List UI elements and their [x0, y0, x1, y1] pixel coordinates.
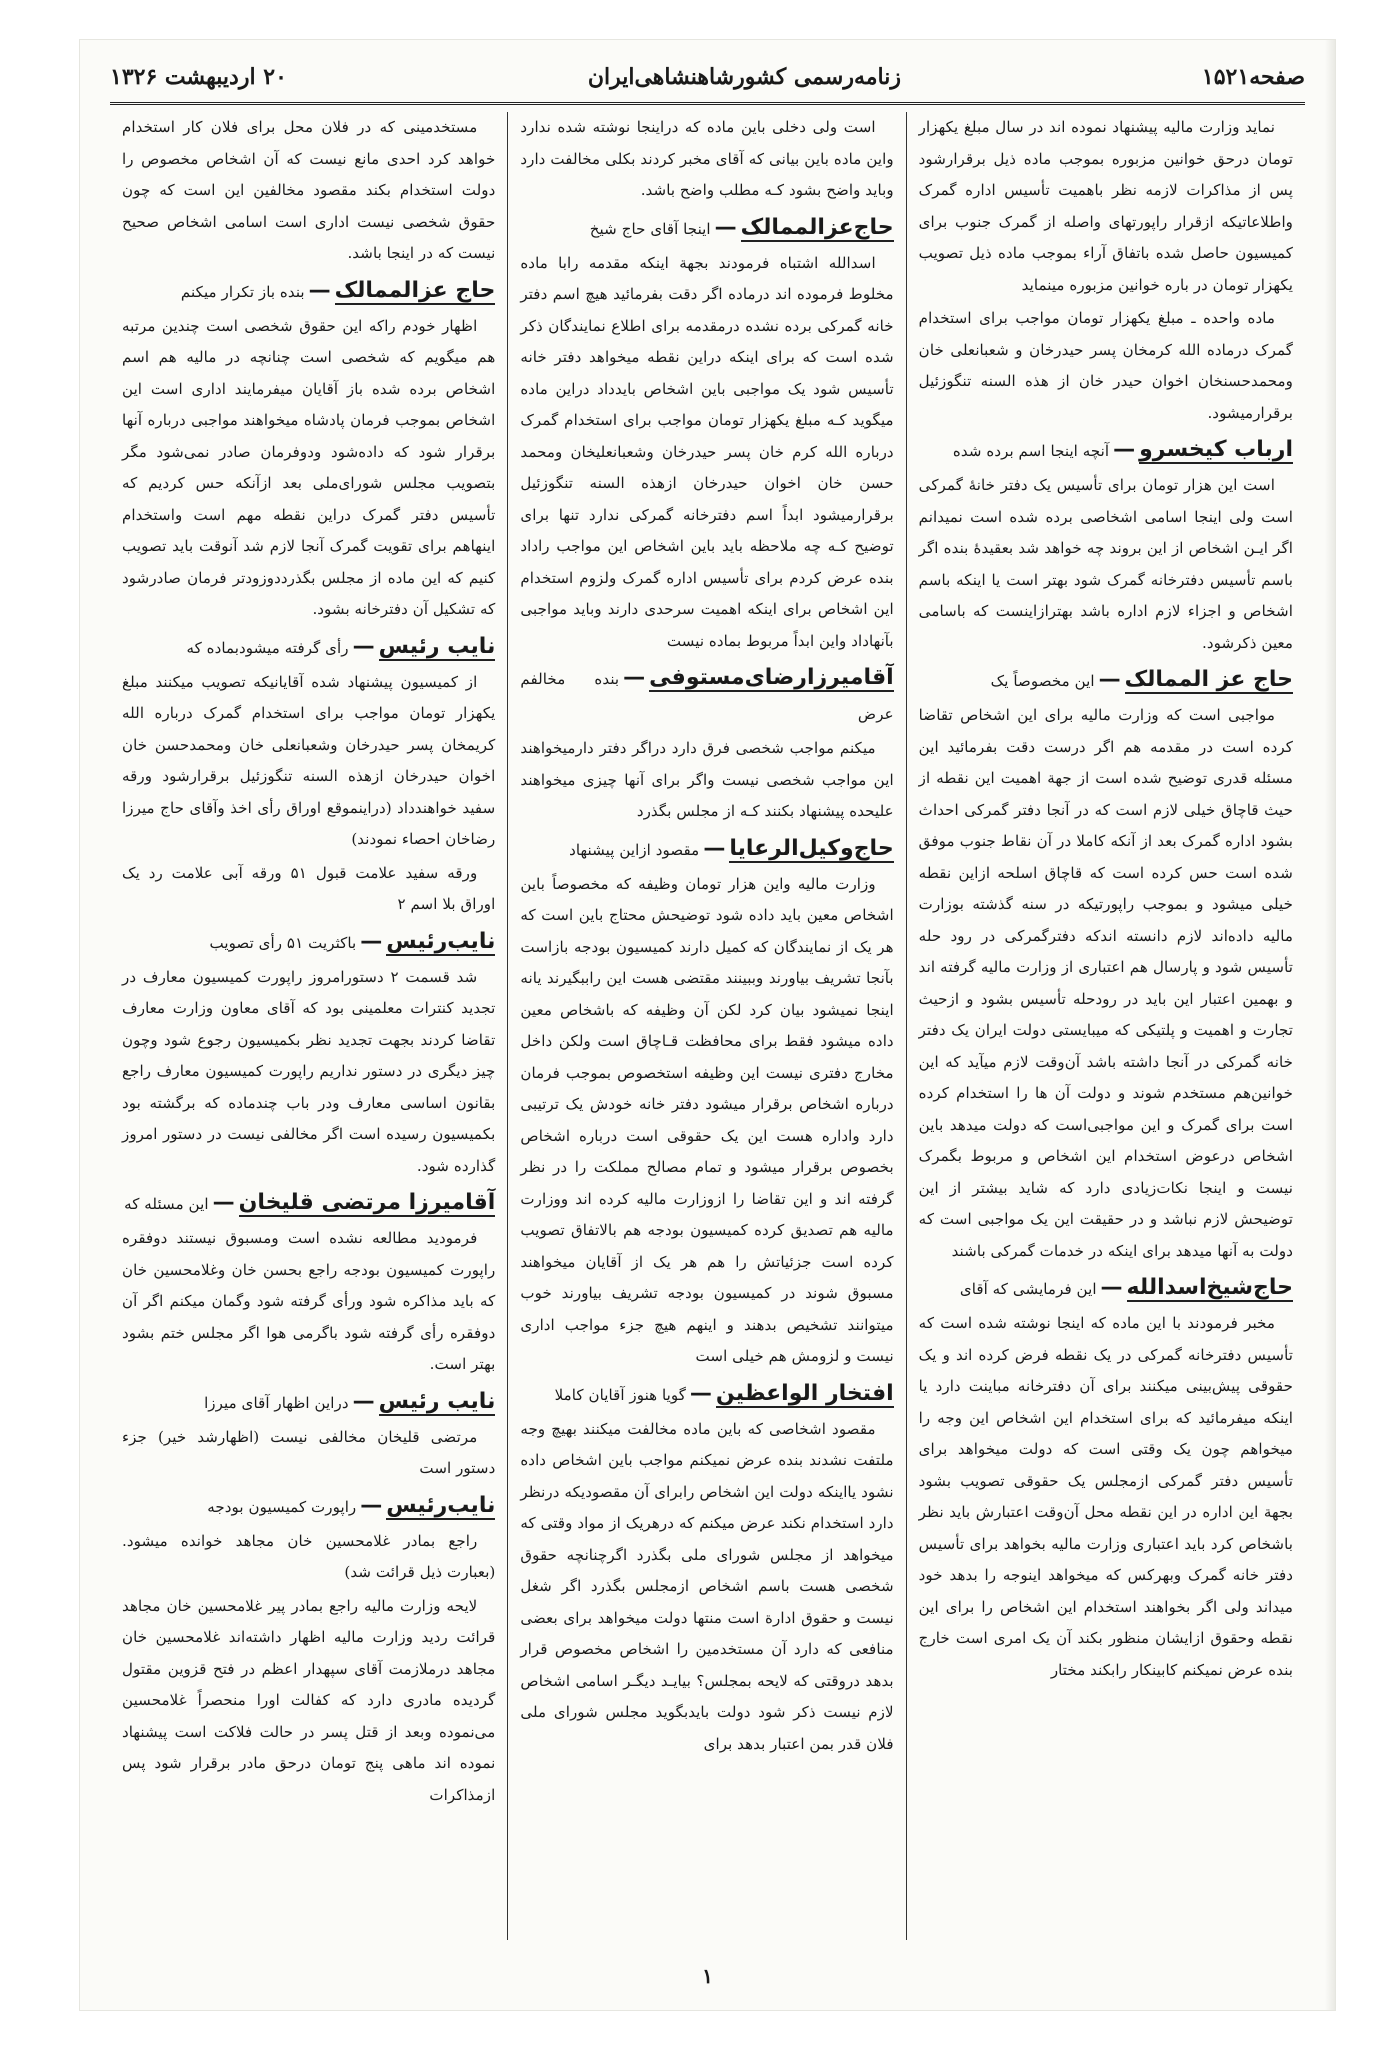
speaker-line: [122, 1385, 495, 1420]
speaker-dash: —: [360, 1492, 383, 1518]
speaker-line: [520, 832, 893, 867]
speaker-dash: —: [714, 214, 737, 240]
paragraph: ورقه سفید علامت قبول ۵۱ ورقه آبی علامت رد یک اوراق بلا اسم ۲: [122, 863, 496, 913]
speaker-name: حاج عز الممالک: [1124, 667, 1293, 692]
paragraph: مستخدمینی که در فلان محل برای فلان کار استخدام خواهد کرد احدی مانع نیست که آن اشخاص مخصوص را دولت استخدام بکند مقصود مخالفین این است که چون حقوق شخصی نیست اداری است اسامی اشخاص صحیح نیست که در اینجا باشد.: [122, 118, 496, 262]
paragraph: نماید وزارت مالیه پیشنهاد نموده اند در سال مبلغ یکهزار تومان درحق خوانین مزبوره بموجب ماده ذیل برقرارشود پس از مذاکرات لازمه نظر باهمیت تأسیس اداره گمرک واطلاعاتیکه ازقرار راپورتهای واصله از گمرک جنوب برای کمیسیون حاصل شده باتفاق آراء بموجب ماده ذیل تصویب یکهزار تومان در باره خوانین مزبوره مینماید: [918, 118, 1293, 294]
folio-number: ۱: [702, 1964, 713, 1988]
paragraph: راجع بمادر غلامحسین خان مجاهد خوانده میشود. (بعبارت ذیل قرائت شد): [122, 1531, 496, 1581]
speaker-dash: —: [360, 928, 383, 954]
speech-lead: اینجا آقای حاج شیخ: [589, 219, 711, 238]
issue-date: ۲۰ اردیبهشت ۱۳۲۶: [110, 64, 287, 90]
page-edge-shadow: [1325, 40, 1335, 2010]
speaker-line: [122, 1186, 495, 1221]
speaker-dash: —: [212, 1190, 235, 1215]
columns: [110, 112, 1305, 1940]
paragraph: اظهار خودم راکه این حقوق شخصی است چندین مرتبه هم میگویم که شخصی است چنانچه در مالیه هم اسم اشخاص برده شده باز آقایان میفرمایند اداری است این اشخاص بموجب فرمان پادشاه میخواهند مواجبی درباره آنها برقرار شود که داده‌شود ودوفرمان صادر نمی‌شود مگر بتصویب مجلس شورای‌ملی بعد ازآنکه حس کردیم که تأسیس دفتر گمرک دراین نقطه مهم است واستخدام اینهاهم برای تقویت گمرک آنجا لازم شد آنوقت باید تصویب کنیم که این ماده از مجلس بگذرددوزودتر فرمان صادرشود که تشکیل آن دفترخانه بشود.: [122, 316, 496, 618]
speaker-name: نایب‌رئیس: [386, 928, 496, 954]
speech-lead: بنده باز تکرار میکنم: [180, 282, 305, 301]
speaker-line: [122, 630, 495, 665]
speaker-name: حاج‌وکیل‌الرعایا: [729, 835, 894, 861]
speaker-dash: —: [1100, 1275, 1123, 1300]
speaker-dash: —: [352, 633, 375, 659]
speech-lead: رأی گرفته میشودبماده که: [186, 638, 349, 657]
speech-lead: این فرمایشی که آقای: [959, 1280, 1097, 1298]
gazette-page: [80, 40, 1335, 2010]
paragraph: مواجبی است که وزارت مالیه برای این اشخاص تقاضا کرده است در مقدمه هم اگر درست دقت بفرمائید این مسئله قدری توضیح شده است از جهة اهمیت این نقطه از حیث قاچاق خیلی لازم است که در آنجا دفتر گمرکی احداث بشود اداره گمرک بعد از آنکه کاملا در آن نقاط جنوب موفق شده است حس کرده است که قاچاق اسلحه ازاین نقطه خیلی میشود و بموجب راپورتیکه در سنه گذشته بوزارت مالیه داده‌اند لازم دانسته اندکه دفترگمرکی در رود حله تأسیس شود و پارسال هم اعتباری از وزارت مالیه گرفته اند و بهمین اعتبار این باید در رودحله تأسیس بشود و ازحیث تجارت و اهمیت و پلتیکی که میبایستی دولت ایران یک دفتر خانه گمرکی در آنجا داشته باشد آن‌وقت لازم میآید که این خوانین‌هم مستخدم شوند و دولت آن ها را استخدام کرده است برای گمرک و این مواجبی‌است که دولت میدهد باین اشخاص درعوض استخدام این اشخاص و مربوط بگمرک نیست و اینجا نکات‌زیادی دارد که شاید بیشتر از این توضیحش لازم نباشد و در حقیقت این یک مواجبی است که دولت به آنها میدهد برای اینکه در خدمات گمرکی باشند: [918, 706, 1293, 1260]
speaker-dash: —: [308, 277, 331, 303]
column-left: [110, 112, 508, 1940]
speaker-name: حاج‌عزالممالک: [740, 214, 894, 240]
speaker-name: ارباب کیخسرو: [1139, 437, 1293, 462]
paragraph: است ولی دخلی باین ماده که دراینجا نوشته شده ندارد واین ماده باین بیانی که آقای مخبر کردند بکلی مخالفت دارد وباید واضح بشود کـه مطلب واضح باشد.: [520, 118, 894, 199]
speech-lead: آنچه اینجا اسم برده شده: [952, 442, 1110, 460]
speaker-line: [520, 211, 893, 246]
column-right: [907, 112, 1305, 1940]
speaker-name: آقامیرزا مرتضی قلیخان: [238, 1190, 496, 1215]
page-header: [110, 52, 1305, 105]
paragraph: مخبر فرمودند با این ماده که اینجا نوشته شده است که تأسیس دفترخانه گمرکی در یک نقطه فرض کرده اند و یک حقوقی پیش‌بینی میکنند برای آن دفترخانه مباینت دارد یا اینکه میفرمائید که برای استخدام این اشخاص این وجه را میخواهم چون یک وقتی است که دولت میخواهد برای تأسیس دفتر گمرکی ازمجلس یک حقوقی تصویب بشود بجهة این اداره در این نقطه محل آن‌وقت اعتبارش باید نظر باشخاص کرد باید اعتباری وزارت مالیه بخواهد برای تأسیس دفتر خانه گمرک وبهرکس که میخواهد اینوجه را بدهد خود میداند ولی اگر بخواهند استخدام این اشخاص را برای این نقطه وحقوق ازایشان منظور بکند آن یک امری است خارج بنده عرض نمیکنم کابینکار رابکند مختار: [918, 1314, 1293, 1679]
speech-lead: دراین اظهار آقای میرزا: [204, 1393, 349, 1412]
speaker-line: [919, 1271, 1293, 1306]
paragraph: است این هزار تومان برای تأسیس یک دفتر خانهٔ گمرکی است ولی اینجا اسامی اشخاصی برده شده است نمیدانم اگر ایـن اشخاص از این بروند چه خواهد شد بعقیدهٔ بنده اگر باسم تأسیس دفترخانه گمرک شود بهتر است یا اینکه باسم اشخاص و اجزاء لازم اداره باشد بهترازاینست که باسامی معین ذکرشود.: [918, 476, 1293, 652]
speaker-name: نایب‌رئیس: [386, 1492, 496, 1518]
speech-lead: این مخصوصاً یک: [990, 672, 1095, 690]
speaker-name: حاج عزالممالک: [334, 277, 496, 303]
speaker-line: [520, 1377, 893, 1412]
speech-lead: بنده مخالفم عرض: [520, 670, 894, 723]
paragraph: ماده واحده ـ مبلغ یکهزار تومان مواجب برای استخدام گمرک درماده الله کرمخان پسر حیدرخان و شعبانعلی خان ومحمدحسنخان اخوان حیدر خان از هذه السنه تنگوزئیل برقرارمیشود.: [918, 309, 1293, 422]
speech-lead: باکثریت ۵۱ رأی تصویب: [209, 933, 357, 952]
speech-lead: گویا هنوز آقایان کاملا: [554, 1385, 686, 1404]
paragraph: فرمودید مطالعه نشده است ومسبوق نیستند دوفقره راپورت کمیسیون بودجه راجع بحسن خان وغلامحسین خان که باید مذاکره شود ورأی گرفته شود وگمان میکنم اگر آن دوفقره رأی گرفته شود باگرمی هوا اگر مجلس ختم بشود بهتر است.: [122, 1229, 496, 1373]
speaker-dash: —: [703, 835, 726, 861]
paragraph: لایحه وزارت مالیه راجع بمادر پیر غلامحسین خان مجاهد قرائت ردید وزارت مالیه اظهار داشته‌اند غلامحسین خان مجاهد درملازمت آقای سپهدار اعظم در فتح قزوین مقتول گردیده مادری دارد که کفالت اورا منحصراً غلامحسین می‌نموده وبعد از قتل پسر در حالت فلاکت است پیشنهاد نموده اند ماهی پنج تومان درحق مادر برقرار شود پس ازمذاکرات: [122, 1596, 496, 1804]
speaker-line: [122, 1489, 495, 1524]
speaker-name: نایب رئیس: [378, 633, 496, 659]
speaker-name: نایب رئیس: [378, 1388, 496, 1414]
speech-lead: این مسئله که: [124, 1195, 209, 1213]
speaker-name: آقامیرزارضای‌مستوفی: [649, 665, 894, 690]
paragraph: اسدالله اشتباه فرمودند بجهة اینکه مقدمه رابا ماده مخلوط فرموده اند درماده اگر دقت بفرمائید هیچ اسم دفتر خانه گمرکی برده نشده درمقدمه برای اطلاع نمایندگان ذکر شده است که برای اینکه دراین نقطه میخواهد دفتر خانه تأسیس شود یک مواجبی باین اشخاص بایدداد دراین ماده میگوید کـه مبلغ یکهزار تومان مواجب برای استخدام گمرک درباره الله کرم خان پسر حیدرخان وشعبانعلیخان ومحمد حسن خان اخوان حیدرخان ازهذه السنه تنگوزئیل برقرارمیشود ابداً اسم دفترخانه گمرکی ندارد تنها برای توضیح کـه چه ملاحظه باید باین اشخاص این مواجب راداد بنده عرض کردم برای تأسیس اداره گمرک ولزوم استخدام این اشخاص برای اینکه اهمیت سرحدی دارند وباید مواجبی بآنهاداد واین ابداً مربوط بماده نیست: [520, 253, 894, 650]
paragraph: شد قسمت ۲ دستورامروز راپورت کمیسیون معارف در تجدید کنترات معلمینی بود که آقای معاون وزارت معارف تقاضا کردند بجهت تجدید نظر بکمیسیون رجوع شود وچون چیز دیگری در دستور نداریم راپورت کمیسیون معارف راجع بقانون اساسی معارف ودر باب چندماده که برگشته بود بکمیسیون رسیده است اگر مخالفی نیست در دستور امروز گذارده شود.: [122, 967, 496, 1175]
speaker-dash: —: [1098, 667, 1121, 692]
paragraph: از کمیسیون پیشنهاد شده آقایانیکه تصویب میکنند مبلغ یکهزار تومان مواجب برای استخدام گمرک درباره الله کریمخان پسر حیدرخان وشعبانعلی خان ومحمدحسن خان اخوان حیدرخان ازهذه السنه تنگوزئیل برقرارشود ورقه سفید خواهندداد (دراینموقع اوراق رأی اخذ وآقای حاج میرزا رضاخان احصاء نمودند): [122, 672, 496, 848]
speaker-line: [122, 274, 495, 309]
speaker-dash: —: [352, 1388, 375, 1414]
paragraph: مقصود اشخاصی که باین ماده مخالفت میکنند بهیچ وجه ملتفت نشدند بنده عرض نمیکنم مواجب باین اشخاص داده نشود یااینکه دولت این اشخاص رابرای آن مقصودیکه درنظر دارد استخدام نکند عرض میکنم که درهریک از مواد وقتی که میخواهد از مجلس شورای ملی بگذرد اگرچنانچه حقوق شخصی هست باسم اشخاص ازمجلس بگذرد اگر شغل نیست و حقوق ادارة است منتها دولت میخواهد برای بعضی منافعی که دارد آن مستخدمین را اشخاص مخصوص قرار بدهد دروقتی که لایحه بمجلس؟ بیایـد دیگـر اسامی اشخاص لازم نیست ذکر شود دولت بایدبگوید مجلس شورای ملی فلان قدر بمن اعتبار بدهد برای: [520, 1419, 894, 1753]
speaker-line: [520, 661, 893, 731]
speaker-dash: —: [1113, 437, 1136, 462]
gazette-title: زنامه‌رسمی کشورشاهنشاهی‌ایران: [587, 64, 901, 90]
speaker-dash: —: [689, 1380, 712, 1406]
speaker-dash: —: [623, 665, 646, 690]
page-number: صفحه۱۵۲۱: [1201, 64, 1305, 90]
speech-lead: راپورت کمیسیون بودجه: [207, 1497, 357, 1516]
speaker-line: [919, 663, 1293, 698]
speech-lead: مقصود ازاین پیشنهاد: [569, 840, 700, 859]
paragraph: وزارت مالیه واین هزار تومان وظیفه که مخصوصاً باین اشخاص معین باید داده شود توضیحش محتاج باین است که هر یک از نمایندگان که کمیل دارند کمیسیون بودجه بازاست بآنجا تشریف بیاورند وببینند مقتضی هست این راببگیرند یانه اینجا نمیشود بیان کرد لکن آن وظیفه که باشخاص معین داده میشود فقط برای محافظت قـاچاق است ولکن داخل مخارج دفتری نیست این وظیفه استخصوص بموجب فرمان درباره اشخاص برقرار میشود دفتر خانه خودش یک ترتیبی دارد واداره هست این یک حقوقی است درباره اشخاص بخصوص برقرار میشود و تمام مصالح مملکت را در نظر گرفته اند و این تقاضا را ازوزارت مالیه کرده اند ووزارت مالیه هم تصدیق کرده کمیسیون بودجه هم بالاتفاق تصویب کرده است جزئیاتش را هم هر یک از آقایان میخواهند مسبوق شوند در کمیسیون بودجه تشریف بیاورند خوب میتوانند تشخیص بدهند و اینهم هیچ جزء مواجب اداری نیست و لزومش هم خیلی است: [520, 874, 894, 1365]
column-middle: [508, 112, 906, 1940]
speaker-line: [122, 925, 495, 960]
speaker-name: حاج‌شیخ‌اسدالله: [1126, 1275, 1293, 1300]
paragraph: مرتضی قلیخان مخالفی نیست (اظهارشد خیر) جزء دستور است: [122, 1427, 496, 1477]
paragraph: میکنم مواجب شخصی فرق دارد دراگر دفتر دارمیخواهند این مواجب شخصی نیست واگر برای آنها چیزی میخواهند علیحده پیشنهاد بکنند کـه از مجلس بگذرد: [520, 739, 894, 820]
speaker-name: افتخار الواعظین: [715, 1380, 894, 1406]
speaker-line: [919, 433, 1293, 468]
